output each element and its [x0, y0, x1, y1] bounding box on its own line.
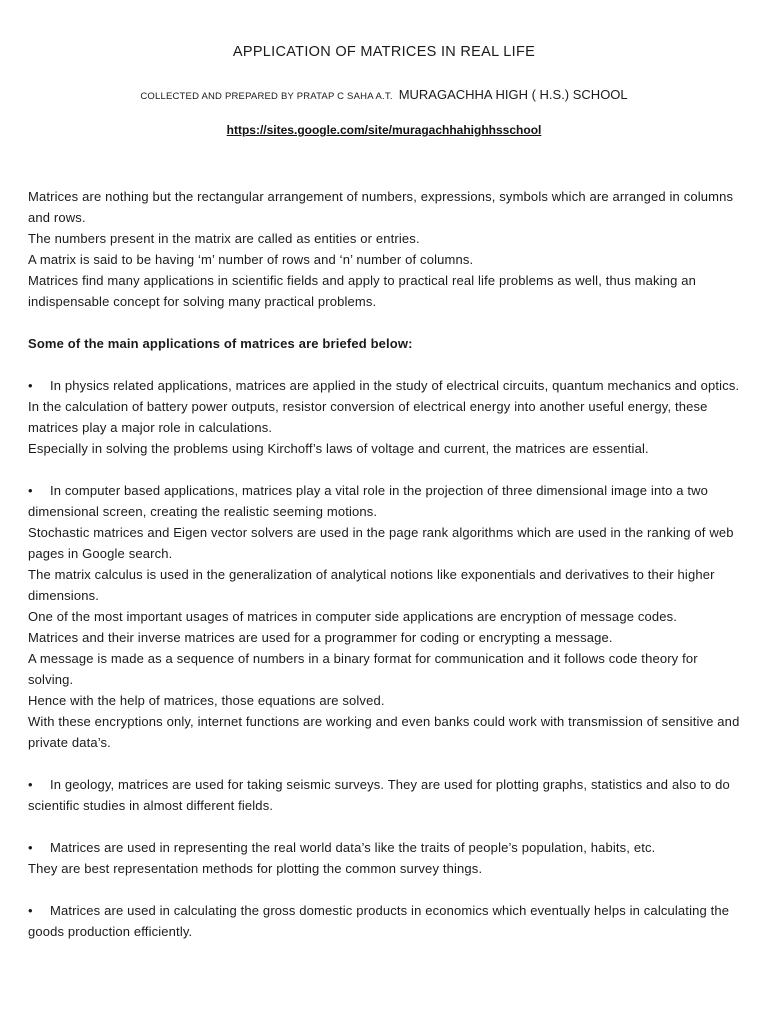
body-line: Stochastic matrices and Eigen vector solvers are used in the page rank algorithms which are used in the ranking of web pages in Google search. — [28, 525, 734, 561]
body-line: With these encryptions only, internet functions are working and even banks could work with transmission of sensitive and private data’s. — [28, 714, 740, 750]
body-line: Matrices and their inverse matrices are used for a programmer for coding or encrypting a message. — [28, 630, 613, 645]
intro-paragraph: Matrices find many applications in scientific fields and apply to practical real life problems as well, thus making an indispensable concept for solving many practical problems. — [28, 273, 697, 309]
bullet-item — [28, 480, 740, 522]
section-heading: Some of the main applications of matrices are briefed below: — [28, 336, 413, 351]
body-line: A message is made as a sequence of numbers in a binary format for communication and it follows code theory for solving. — [28, 651, 698, 687]
bullet-marker: • — [28, 483, 33, 498]
bullet-item — [28, 900, 740, 942]
bullet-marker: • — [28, 777, 33, 792]
body-line: One of the most important usages of matrices in computer side applications are encryption of message codes. — [28, 609, 678, 624]
bullet-item — [28, 837, 740, 858]
credit-line — [0, 86, 768, 104]
bullet-text: In physics related applications, matrices are applied in the study of electrical circuits, quantum mechanics and optics. — [50, 378, 740, 393]
document-body — [28, 186, 740, 942]
bullet-text: In computer based applications, matrices play a vital role in the projection of three dimensional image into a two dimensional screen, creating the realistic seeming motions. — [28, 483, 709, 519]
bullet-text: In geology, matrices are used for taking seismic surveys. They are used for plotting graphs, statistics and also to do scientific studies in almost different fields. — [28, 777, 730, 813]
document-title: APPLICATION OF MATRICES IN REAL LIFE — [232, 44, 536, 60]
bullet-text: Matrices are used in representing the real world data’s like the traits of people’s population, habits, etc. — [50, 840, 656, 855]
intro-paragraph: Matrices are nothing but the rectangular arrangement of numbers, expressions, symbols which are arranged in columns and rows. — [28, 189, 734, 225]
bullet-marker: • — [28, 840, 33, 855]
bullet-text: Matrices are used in calculating the gross domestic products in economics which eventually helps in calculating the goods production efficiently. — [28, 903, 730, 939]
school-website-link[interactable]: https://sites.google.com/site/muragachhahighhsschool — [226, 123, 542, 137]
body-line: They are best representation methods for plotting the common survey things. — [28, 861, 483, 876]
bullet-item — [28, 774, 740, 816]
credit-school: MURAGACHHA HIGH ( H.S.) SCHOOL — [398, 87, 628, 102]
body-line: In the calculation of battery power outputs, resistor conversion of electrical energy into another useful energy, these matrices play a major role in calculations. — [28, 399, 708, 435]
bullet-marker: • — [28, 378, 33, 393]
credit-author: COLLECTED AND PREPARED BY PRATAP C SAHA A.T. — [140, 91, 393, 102]
bullet-item — [28, 375, 740, 396]
body-line: Especially in solving the problems using Kirchoff’s laws of voltage and current, the matrices are essential. — [28, 441, 649, 456]
body-line: The matrix calculus is used in the generalization of analytical notions like exponentials and derivatives to their higher dimensions. — [28, 567, 715, 603]
bullet-marker: • — [28, 903, 33, 918]
body-line: Hence with the help of matrices, those equations are solved. — [28, 693, 385, 708]
intro-paragraph: A matrix is said to be having ‘m’ number of rows and ‘n’ number of columns. — [28, 252, 474, 267]
intro-paragraph: The numbers present in the matrix are called as entities or entries. — [28, 231, 420, 246]
